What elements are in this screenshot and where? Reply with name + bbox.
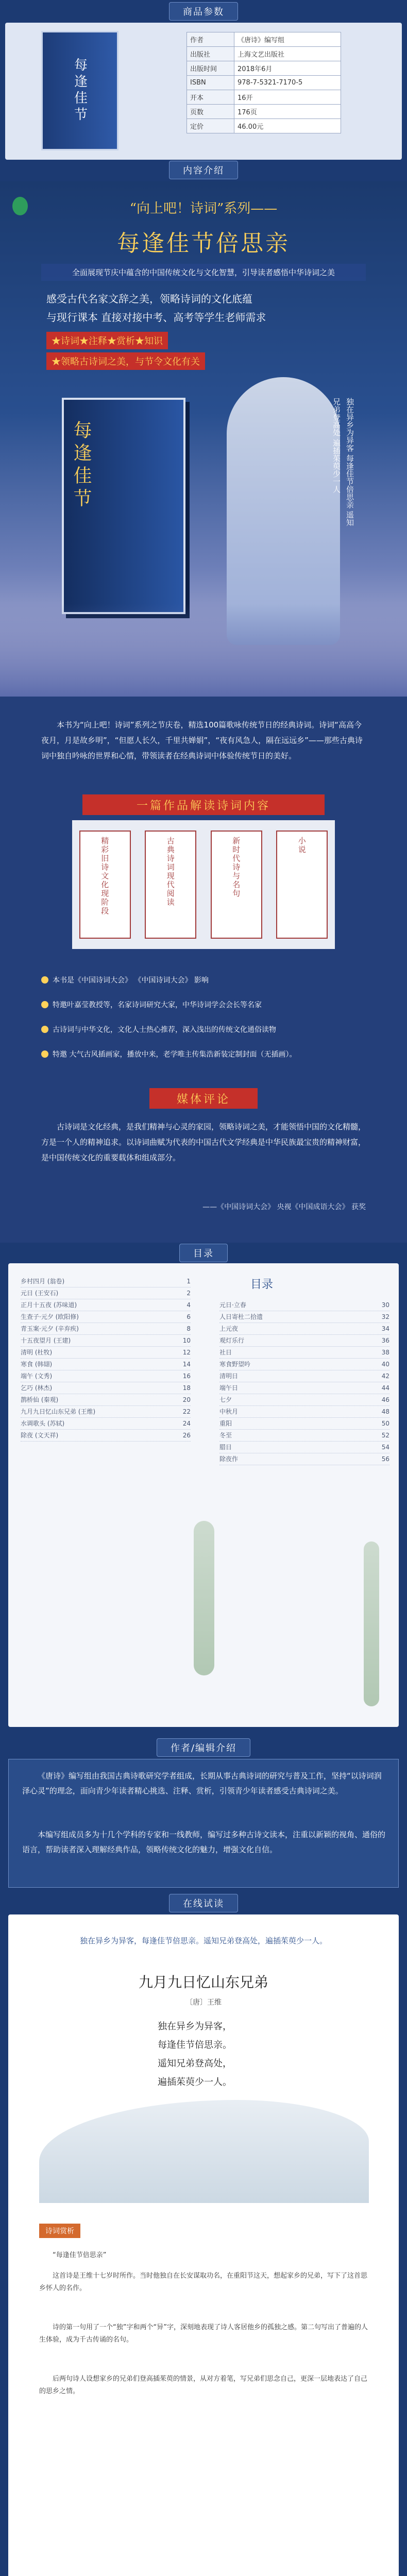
review-source: ——《中国诗词大会》 央视《中国成语大会》 获奖 — [202, 1203, 366, 1211]
toc-entry-title: 端午日 — [219, 1384, 239, 1392]
intro-section — [0, 697, 407, 1243]
toc-entry-page: 42 — [381, 1372, 389, 1380]
feature-bullets — [41, 975, 366, 1060]
toc-panel — [8, 1263, 399, 1727]
section-title: 作者/编辑介绍 — [157, 1738, 250, 1757]
toc-entry-title: 乞巧 (林杰) — [21, 1384, 53, 1392]
params-table — [186, 32, 341, 133]
params-value: 上海文艺出版社 — [234, 47, 341, 61]
params-value: 176页 — [234, 105, 341, 119]
bullet-icon — [41, 1001, 48, 1008]
series-title: “向上吧！诗词”系列—— — [129, 201, 278, 216]
toc-entry — [219, 1359, 389, 1370]
toc-entry-title: 七夕 — [219, 1396, 232, 1403]
poem-line: 遍插茱萸少一人。 — [158, 2077, 232, 2088]
toc-entry — [219, 1418, 389, 1430]
toc-entry-page: 12 — [182, 1349, 191, 1356]
params-key: 定价 — [187, 119, 234, 133]
toc-entry-page: 18 — [182, 1384, 191, 1392]
feature-card-label: 小说 — [297, 837, 307, 854]
review-banner: 媒体评论 — [149, 1088, 258, 1109]
toc-entry — [219, 1442, 389, 1453]
toc-entry — [21, 1359, 191, 1370]
bullet-item — [41, 1024, 366, 1036]
toc-entry-title: 正月十五夜 (苏味道) — [21, 1301, 77, 1309]
params-key: ISBN — [187, 76, 234, 90]
preview-header-quote: 独在异乡为异客，每逢佳节倍思亲。遥知兄弟登高处，遍插茱萸少一人。 — [79, 1936, 327, 1945]
toc-entry-page: 50 — [381, 1420, 389, 1427]
vertical-poem: 独在异乡为异客 每逢佳节倍思亲 遥知兄弟登高处 遍插茱萸少一人 — [332, 398, 354, 527]
params-value: 46.00元 — [234, 119, 341, 133]
analysis-paragraph: 这首诗是王维十七岁时所作。当时他独自在长安谋取功名，在重阳节这天，想起家乡的兄弟，写下了这首思乡怀人的名作。 — [39, 2272, 368, 2292]
toc-entry — [219, 1394, 389, 1406]
toc-entry-title: 观灯乐行 — [219, 1337, 245, 1344]
toc-entry-page: 34 — [381, 1325, 389, 1332]
params-panel — [5, 23, 402, 160]
poem-line: 独在异乡为异客， — [158, 2021, 232, 2032]
toc-entry-page: 24 — [182, 1420, 191, 1427]
feature-cards — [72, 820, 335, 949]
toc-entry — [219, 1406, 389, 1418]
section-header-author — [0, 1737, 407, 1758]
book-spine-title: 每逢佳节 — [72, 58, 88, 124]
toc-entry-title: 鹊桥仙 (秦观) — [21, 1396, 59, 1403]
intro-banner: 一篇作品解读诗词内容 — [82, 794, 325, 815]
mountain-illustration — [0, 604, 407, 697]
toc-entry — [219, 1335, 389, 1347]
toc-entry — [21, 1276, 191, 1287]
toc-entry-title: 九月九日忆山东兄弟 (王维) — [21, 1408, 96, 1415]
toc-entry-title: 清明日 — [219, 1372, 239, 1380]
toc-entry-page: 30 — [381, 1301, 389, 1309]
analysis-paragraph: 后两句诗人设想家乡的兄弟们登高插茱萸的情景，从对方着笔，写兄弟们思念自己，更深一层地表达了自己的思乡之情。 — [39, 2375, 368, 2395]
bullet-text: 本书是《中国诗词大会》 《中国诗词大会》 影响 — [53, 976, 209, 985]
poem-line: 每逢佳节倍思亲。 — [158, 2040, 232, 2050]
bullet-item — [41, 1049, 366, 1060]
toc-entry-title: 青玉案·元夕 (辛弃疾) — [21, 1325, 79, 1332]
book-spine-title: 每逢佳节 — [71, 420, 92, 511]
toc-entry-page: 48 — [381, 1408, 389, 1415]
params-row — [187, 105, 341, 119]
section-title: 在线试读 — [169, 1894, 238, 1912]
toc-entry-title: 人日寄杜二拾遗 — [219, 1313, 263, 1320]
toc-entry-title: 腊日 — [219, 1444, 232, 1451]
toc-entry-title: 冬至 — [219, 1432, 232, 1439]
params-row — [187, 47, 341, 61]
book-3d-image — [62, 398, 185, 614]
hero-title: 每逢佳节倍思亲 — [117, 230, 290, 257]
bullet-text: 特邀 大气古风插画家，播放中来，老学唯主传集浩新装定制封面（无插画）。 — [53, 1050, 297, 1059]
book-cover-image — [41, 31, 118, 150]
poem-line: 遥知兄弟登高处， — [158, 2058, 232, 2069]
params-row — [187, 32, 341, 47]
author-paragraph: 《唐诗》编写组由我国古典诗歌研究学者组成，长期从事古典诗词的研究与普及工作，坚持“以诗词润泽心灵”的理念，面向青少年读者精心挑选、注释、赏析，引领青少年读者感受古典诗词之美。 — [22, 1771, 382, 1795]
toc-entry — [21, 1418, 191, 1430]
toc-entry-page: 16 — [182, 1372, 191, 1380]
toc-entry-title: 生查子·元夕 (欧阳修) — [21, 1313, 79, 1320]
plant-illustration — [364, 1541, 379, 1706]
toc-entry — [219, 1323, 389, 1335]
feature-card — [211, 831, 262, 939]
toc-entry-page: 26 — [182, 1432, 191, 1439]
section-title: 内容介绍 — [169, 161, 238, 179]
toc-entry-page: 10 — [182, 1337, 191, 1344]
feature-card-label: 新时代诗与名句 — [231, 837, 241, 898]
params-row — [187, 119, 341, 133]
bullet-item — [41, 975, 366, 986]
toc-list-right — [219, 1299, 389, 1465]
bullet-icon — [41, 1050, 48, 1058]
toc-entry-page: 40 — [381, 1361, 389, 1368]
plant-illustration — [194, 1521, 214, 1675]
author-panel — [8, 1759, 399, 1888]
toc-entry-page: 14 — [182, 1361, 191, 1368]
toc-entry — [219, 1311, 389, 1323]
params-key: 出版社 — [187, 47, 234, 61]
toc-entry-page: 44 — [381, 1384, 389, 1392]
bullet-icon — [41, 1026, 48, 1033]
hero-tagline-2: 与现行课本 直接对接中考、高考等学生老师需求 — [46, 311, 266, 324]
params-value: 2018年6月 — [234, 61, 341, 76]
analysis-paragraph: 诗的第一句用了一个“独”字和两个“异”字，深刻地表现了诗人客居他乡的孤独之感。第二句写出了普遍的人生体验，成为千古传诵的名句。 — [39, 2324, 368, 2344]
badge: ★诗词★注释★赏析★知识 — [46, 332, 168, 349]
toc-entry — [21, 1382, 191, 1394]
toc-entry — [219, 1382, 389, 1394]
toc-entry — [21, 1370, 191, 1382]
params-row — [187, 61, 341, 76]
feature-card — [276, 831, 328, 939]
params-key: 出版时间 — [187, 61, 234, 76]
analysis-label: 诗词赏析 — [39, 2224, 80, 2238]
bullet-item — [41, 999, 366, 1011]
bullet-icon — [41, 976, 48, 984]
toc-entry — [21, 1394, 191, 1406]
analysis-paragraph: “每逢佳节倍思亲” — [53, 2251, 107, 2259]
review-paragraph: 古诗词是文化经典，是我们精神与心灵的家园，领略诗词之美，才能领悟中国的文化精髓，方是一个人的精神追求。以诗词曲赋为代表的中国古代文学经典是中华民族最宝贵的精神财富，是中国传统文化的重要载体和组成部分。 — [41, 1122, 366, 1162]
toc-entry — [21, 1430, 191, 1442]
toc-entry-page: 54 — [381, 1444, 389, 1451]
toc-entry-title: 乡村四月 (翁卷) — [21, 1278, 65, 1285]
toc-entry-title: 中秋月 — [219, 1408, 239, 1415]
section-header-toc — [0, 1243, 407, 1263]
feature-card — [79, 831, 131, 939]
toc-list-left — [21, 1276, 191, 1442]
params-row — [187, 76, 341, 90]
toc-entry-page: 4 — [186, 1301, 191, 1309]
toc-entry-page: 2 — [186, 1290, 191, 1297]
toc-entry-title: 水调歌头 (苏轼) — [21, 1420, 65, 1427]
toc-entry-page: 20 — [182, 1396, 191, 1403]
toc-entry-title: 除夜 (文天祥) — [21, 1432, 59, 1439]
toc-entry-title: 元日 (王安石) — [21, 1290, 59, 1297]
toc-entry-title: 寒食 (韩翃) — [21, 1361, 53, 1368]
toc-entry-page: 22 — [182, 1408, 191, 1415]
params-value: 978-7-5321-7170-5 — [234, 76, 341, 90]
toc-entry-page: 6 — [186, 1313, 191, 1320]
params-key: 页数 — [187, 105, 234, 119]
params-value: 《唐诗》编写组 — [234, 32, 341, 47]
toc-entry-title: 上元夜 — [219, 1325, 239, 1332]
params-key: 作者 — [187, 32, 234, 47]
toc-entry-page: 46 — [381, 1396, 389, 1403]
toc-entry-title: 端午 (文秀) — [21, 1372, 53, 1380]
toc-entry — [21, 1311, 191, 1323]
toc-entry — [21, 1335, 191, 1347]
hero-subtitle: 全面展现节庆中蕴含的中国传统文化与文化智慧，引导读者感悟中华诗词之美 — [41, 264, 366, 281]
toc-entry — [219, 1453, 389, 1465]
toc-entry-title: 十五夜望月 (王建) — [21, 1337, 71, 1344]
toc-entry-page: 52 — [381, 1432, 389, 1439]
toc-entry — [21, 1299, 191, 1311]
toc-entry-page: 32 — [381, 1313, 389, 1320]
toc-title: 目录 — [250, 1278, 274, 1291]
hero-banner — [0, 181, 407, 697]
poem-author: 〔唐〕王维 — [185, 1998, 222, 2007]
toc-entry-title: 元日·立春 — [219, 1301, 246, 1309]
toc-entry-title: 寒食野望吟 — [219, 1361, 251, 1368]
toc-entry-page: 8 — [186, 1325, 191, 1332]
section-title: 商品参数 — [169, 2, 238, 21]
section-header-params — [0, 1, 407, 22]
toc-entry — [219, 1299, 389, 1311]
toc-entry-title: 清明 (杜牧) — [21, 1349, 53, 1356]
toc-entry — [21, 1287, 191, 1299]
section-header-preview — [0, 1893, 407, 1913]
author-paragraph: 本编写组成员多为十几个学科的专家和一线教师，编写过多种古诗文读本，注重以新颖的视角、通俗的语言，帮助读者深入理解经典作品，领略传统文化的魅力，增强文化自信。 — [22, 1830, 386, 1854]
toc-entry-page: 1 — [186, 1278, 191, 1285]
feature-card — [145, 831, 196, 939]
section-header-content — [0, 160, 407, 180]
params-key: 开本 — [187, 90, 234, 105]
toc-entry-page: 36 — [381, 1337, 389, 1344]
toc-entry — [21, 1406, 191, 1418]
ink-landscape-illustration — [39, 2100, 369, 2203]
poem-lines — [158, 2018, 232, 2092]
toc-entry-page: 38 — [381, 1349, 389, 1356]
toc-entry-title: 社日 — [219, 1349, 232, 1356]
section-title: 目录 — [179, 1244, 228, 1262]
bullet-text: 特邀叶嘉莹教授等，名家诗词研究大家，中华诗词学会会长等名家 — [53, 1001, 262, 1009]
toc-entry — [21, 1323, 191, 1335]
intro-paragraph: 本书为“向上吧！诗词”系列之节庆卷，精选100篇歌咏传统节日的经典诗词。诗词“高高今夜月，月是故乡明”，“但愿人长久，千里共婵娟”，“夜有风急人，隔在远远乡”——那些古典诗词中独自吟咏的世界和心情，带领读者在经典诗词中体验传统节日的美好。 — [41, 720, 363, 760]
feature-card-label: 精彩旧诗文化现阶段 — [100, 837, 110, 916]
params-value: 16开 — [234, 90, 341, 105]
toc-entry-title: 除夜作 — [219, 1455, 239, 1463]
preview-page — [8, 1914, 399, 2576]
hero-tagline-1: 感受古代名家文辞之美，领略诗词的文化底蕴 — [46, 293, 252, 305]
bullet-text: 古诗词与中华文化，文化人士热心推荐，深入浅出的传统文化通俗读物 — [53, 1026, 276, 1034]
badge: ★领略古诗词之美，与节令文化有关 — [46, 352, 205, 370]
toc-entry-title: 重阳 — [219, 1420, 232, 1427]
poem-title: 九月九日忆山东兄弟 — [138, 1974, 268, 1991]
toc-entry — [219, 1347, 389, 1359]
toc-entry-page: 56 — [381, 1455, 389, 1463]
toc-entry — [21, 1347, 191, 1359]
toc-entry — [219, 1430, 389, 1442]
feature-card-label: 古典诗词现代阅读 — [165, 837, 175, 907]
params-row — [187, 90, 341, 105]
toc-entry — [219, 1370, 389, 1382]
hero-badges — [46, 332, 361, 370]
